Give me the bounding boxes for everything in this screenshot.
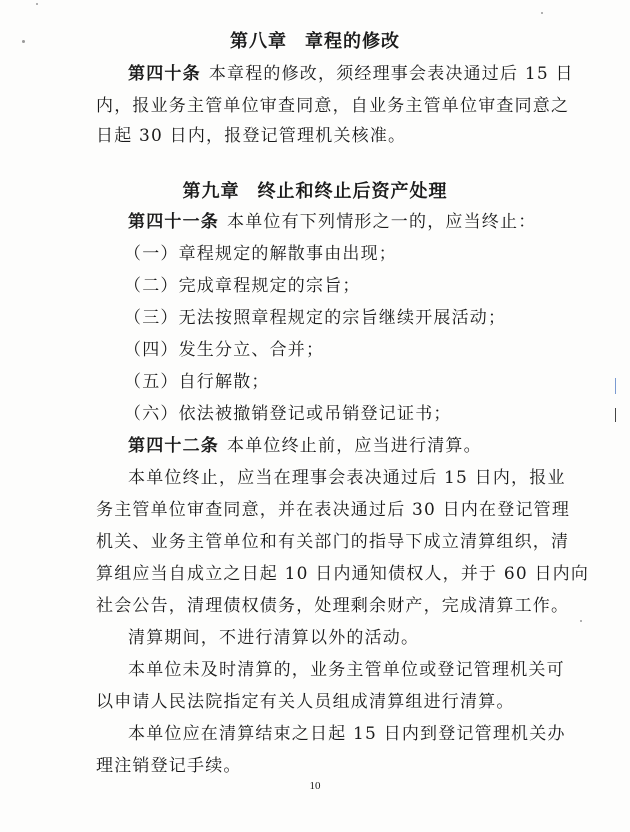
- page-edge-mark: [615, 408, 624, 422]
- article-42-line: [128, 434, 482, 458]
- list-item: （一）章程规定的解散事由出现；: [124, 244, 397, 264]
- article-40-number: 第四十条: [128, 64, 201, 84]
- article-40-line-3: 日起 30 日内，报登记管理机关核准。: [96, 126, 407, 146]
- paragraph-line: 本单位未及时清算的，业务主管单位或登记管理机关可: [128, 660, 565, 680]
- chapter-9-heading: [0, 180, 630, 204]
- paragraph-line: 本单位应在清算结束之日起 15 日内到登记管理机关办: [128, 724, 566, 744]
- paragraph-line: 以申请人民法院指定有关人员组成清算组进行清算。: [96, 692, 515, 712]
- paragraph-line: 理注销登记手续。: [96, 756, 242, 776]
- chapter-9-title: 第九章: [182, 181, 240, 202]
- page-edge-mark: [615, 378, 624, 394]
- paragraph-line: 本单位终止，应当在理事会表决通过后 15 日内，报业: [128, 468, 566, 488]
- article-40-line-2: 内，报业务主管单位审查同意，自业务主管单位审查同意之: [96, 96, 570, 116]
- chapter-8-subtitle: 章程的修改: [305, 31, 400, 52]
- list-item: （四）发生分立、合并；: [124, 340, 325, 360]
- paragraph-line: 社会公告，清理债权债务，处理剩余财产，完成清算工作。: [96, 596, 570, 616]
- article-41-intro: 本单位有下列情形之一的，应当终止：: [227, 212, 537, 232]
- chapter-8-heading: [0, 30, 630, 54]
- paragraph-line: 务主管单位审查同意，并在表决通过后 30 日内在登记管理: [96, 500, 571, 520]
- chapter-9-subtitle: 终止和终止后资产处理: [257, 181, 448, 202]
- paragraph-line: 算组应当自成立之日起 10 日内通知债权人，并于 60 日内向: [96, 564, 590, 584]
- list-item: （三）无法按照章程规定的宗旨继续开展活动；: [124, 308, 507, 328]
- chapter-8-title: 第八章: [230, 31, 287, 52]
- article-42-intro: 本单位终止前，应当进行清算。: [227, 436, 482, 456]
- paragraph-line: 清算期间，不进行清算以外的活动。: [128, 628, 420, 648]
- article-41-line: [128, 210, 536, 234]
- list-item: （六）依法被撤销登记或吊销登记证书；: [124, 404, 452, 424]
- article-40-text-1: 本章程的修改，须经理事会表决通过后 15 日: [208, 64, 574, 84]
- paragraph-line: 机关、业务主管单位和有关部门的指导下成立清算组织，清: [96, 532, 570, 552]
- list-item: （五）自行解散；: [124, 372, 270, 392]
- page-number: 10: [309, 780, 321, 792]
- scan-speck: [580, 620, 582, 622]
- scan-speck: [36, 3, 38, 5]
- article-40-line-1: [128, 62, 574, 86]
- article-42-number: 第四十二条: [128, 436, 219, 456]
- article-41-number: 第四十一条: [128, 212, 219, 232]
- list-item: （二）完成章程规定的宗旨；: [124, 276, 361, 296]
- scan-speck: [541, 12, 543, 14]
